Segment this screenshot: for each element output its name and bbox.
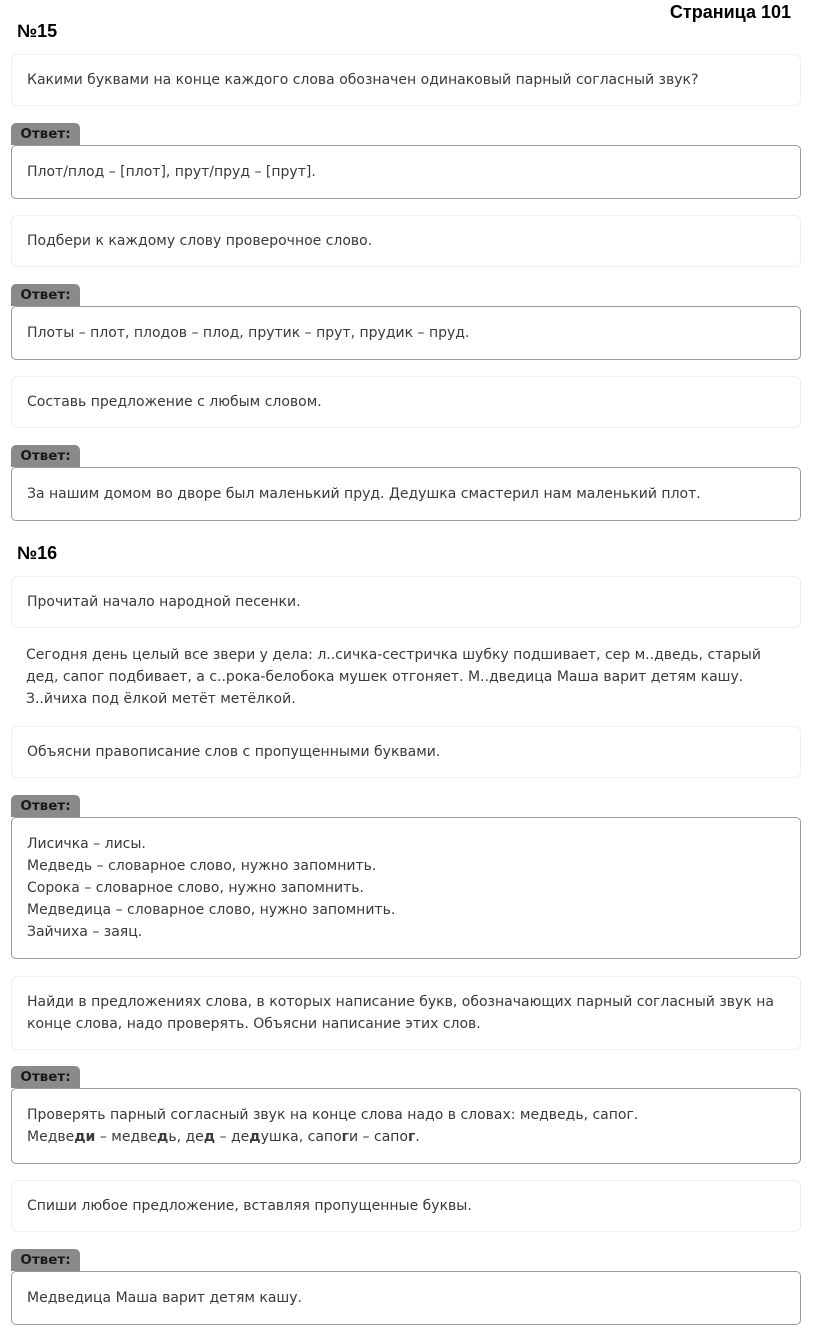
answer-text: За нашим домом во дворе был маленький пруд. Дедушка смастерил нам маленький плот. xyxy=(27,486,701,502)
highlighted-letters: г xyxy=(341,1129,349,1145)
separator: , xyxy=(176,1129,186,1145)
answer-line: Лисичка – лисы. xyxy=(27,836,146,852)
answer-line: Медведица – словарное слово, нужно запомнить. xyxy=(27,902,396,918)
question-line: конце слова, надо проверять. Объясни написание этих слов. xyxy=(27,1016,481,1032)
word-part: сапо xyxy=(307,1129,342,1145)
answer-line: Сорока – словарное слово, нужно запомнить. xyxy=(27,880,364,896)
question-card xyxy=(11,376,801,428)
answer-line: Медведь – словарное слово, нужно запомнить. xyxy=(27,858,377,874)
answer-box xyxy=(11,145,801,199)
song-line: З..йчиха под ёлкой метёт метёлкой. xyxy=(26,691,296,707)
word-part: ушка xyxy=(260,1129,299,1145)
page-number: Страница 101 xyxy=(669,2,791,22)
highlighted-letters: д xyxy=(203,1129,216,1145)
answer-label: Ответ: xyxy=(11,795,80,817)
separator: – xyxy=(95,1129,112,1145)
word-part: . xyxy=(415,1129,420,1145)
answer-line xyxy=(27,1126,785,1148)
song-line: дед, сапог подбивает, а с..рока-белобока мушек отгоняет. М..дведица Маша варит детям кашу. xyxy=(26,669,744,685)
highlighted-letters: г xyxy=(408,1129,416,1145)
word-part: медве xyxy=(111,1129,157,1145)
separator: , xyxy=(298,1129,308,1145)
word-part: де xyxy=(231,1129,250,1145)
question-text: Подбери к каждому слову проверочное слово. xyxy=(27,233,373,249)
answer-box xyxy=(11,306,801,360)
answer-box xyxy=(11,817,801,959)
task-number-15: №15 xyxy=(17,21,58,41)
answer-text: Медведица Маша варит детям кашу. xyxy=(27,1290,302,1306)
song-text xyxy=(26,644,796,710)
word-part: де xyxy=(185,1129,204,1145)
word-part: сапо xyxy=(374,1129,408,1145)
answer-box xyxy=(11,467,801,521)
highlighted-letters: ди xyxy=(74,1129,96,1145)
question-card xyxy=(11,1180,801,1232)
question-card xyxy=(11,54,801,106)
answer-label: Ответ: xyxy=(11,1066,80,1088)
word-part: и xyxy=(348,1129,359,1145)
question-text: Какими буквами на конце каждого слова обозначен одинаковый парный согласный звук? xyxy=(27,72,699,88)
question-text: Объясни правописание слов с пропущенными буквами. xyxy=(27,744,441,760)
question-card xyxy=(11,726,801,778)
separator: – xyxy=(358,1129,374,1145)
word-part: Медве xyxy=(27,1129,75,1145)
highlighted-letters: д xyxy=(157,1129,169,1145)
answer-line: Проверять парный согласный звук на конце слова надо в словах: медведь, сапог. xyxy=(27,1107,639,1123)
answer-label: Ответ: xyxy=(11,123,80,145)
question-line: Найди в предложениях слова, в которых написание букв, обозначающих парный согласный звук на xyxy=(27,994,774,1010)
question-text: Прочитай начало народной песенки. xyxy=(27,594,301,610)
answer-label: Ответ: xyxy=(11,1249,80,1271)
word-part: ь xyxy=(168,1129,177,1145)
highlighted-letters: д xyxy=(249,1129,261,1145)
task-number-16: №16 xyxy=(17,543,58,563)
answer-line: Зайчиха – заяц. xyxy=(27,924,143,940)
song-line: Сегодня день целый все звери у дела: л..сичка-сестричка шубку подшивает, сер м..дведь, старый xyxy=(26,647,761,663)
question-text: Составь предложение с любым словом. xyxy=(27,394,322,410)
question-card xyxy=(11,215,801,267)
answer-box xyxy=(11,1088,801,1164)
answer-text: Плоты – плот, плодов – плод, прутик – прут, прудик – пруд. xyxy=(27,325,470,341)
answer-label: Ответ: xyxy=(11,445,80,467)
separator: – xyxy=(215,1129,231,1145)
question-card xyxy=(11,976,801,1050)
question-card xyxy=(11,576,801,628)
answer-text: Плот/плод – [плот], прут/пруд – [прут]. xyxy=(27,164,316,180)
question-text: Спиши любое предложение, вставляя пропущенные буквы. xyxy=(27,1198,472,1214)
answer-box xyxy=(11,1271,801,1325)
answer-label: Ответ: xyxy=(11,284,80,306)
